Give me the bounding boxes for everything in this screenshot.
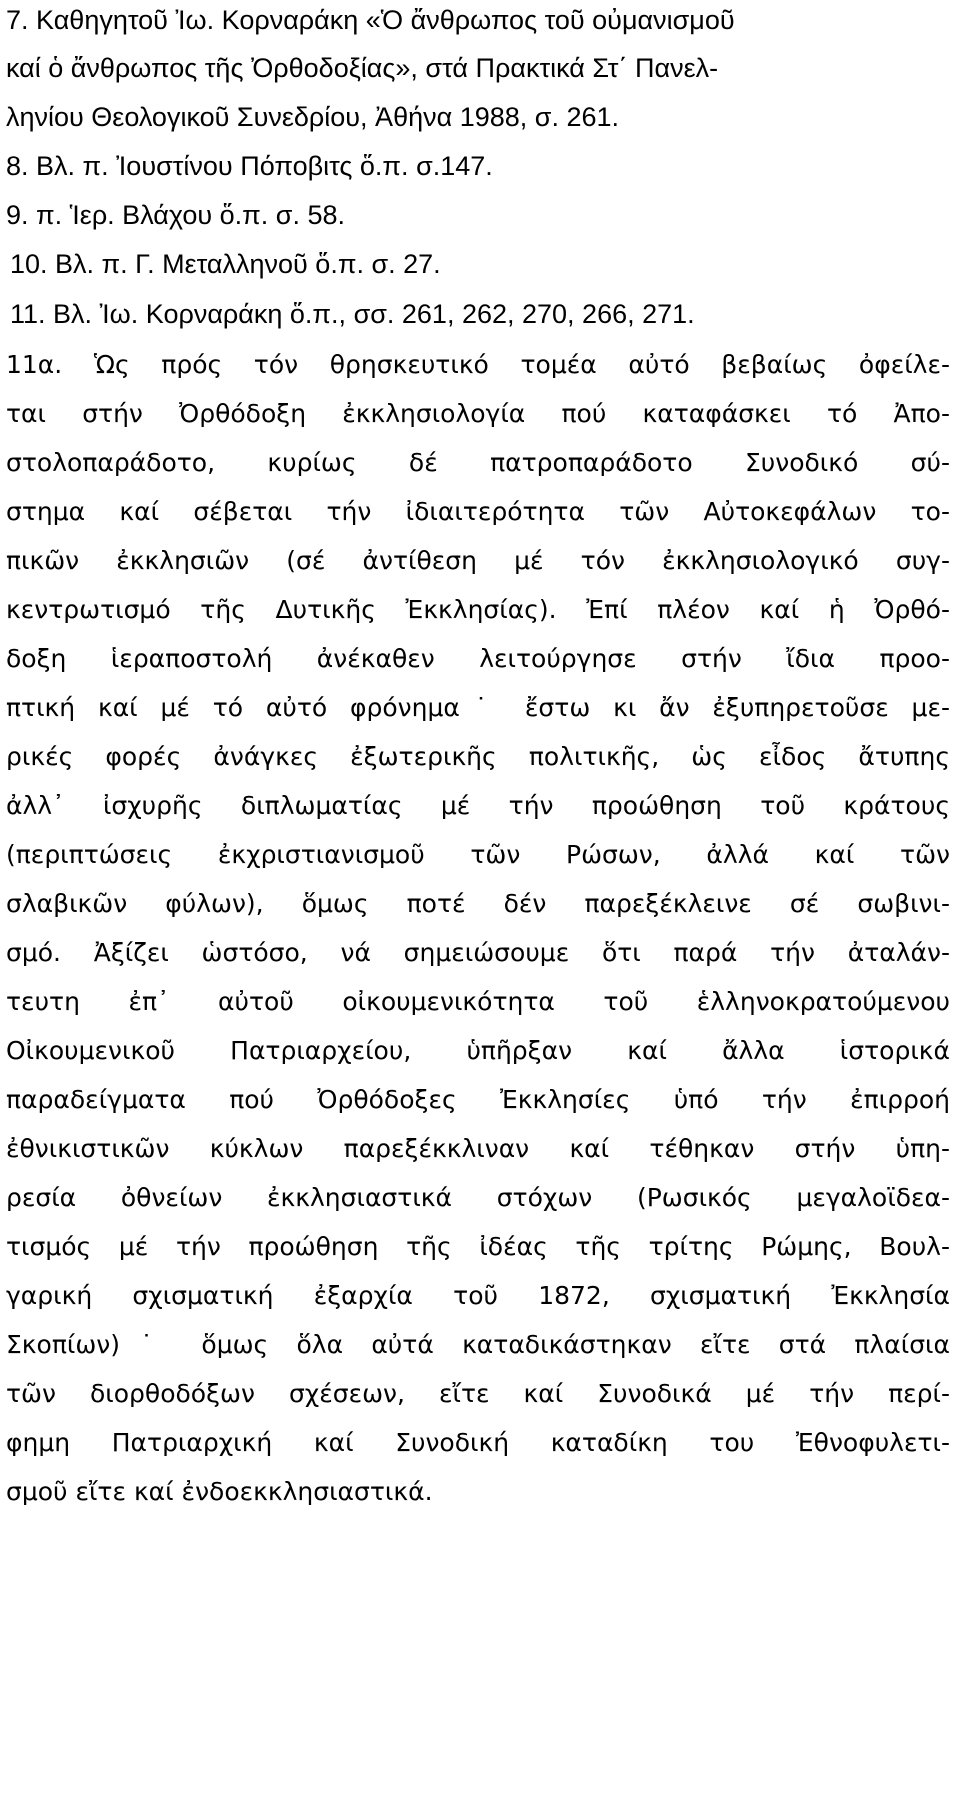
paragraph-line: ρικές φορές ἀνάγκες ἐξωτερικῆς πολιτικῆς, ὡς εἶδος ἄτυπης	[6, 742, 950, 771]
paragraph-line: (περιπτώσεις ἐκχριστιανισμοῦ τῶν Ρώσων, ἀλλά καί τῶν	[6, 840, 950, 869]
footnote-7-line-3: ληνίου Θεολογικοῦ Συνεδρίου, Ἀθήνα 1988, σ. 261.	[6, 102, 619, 132]
footnote-11: 11. Βλ. Ἰω. Κορναράκη ὅ.π., σσ. 261, 262, 270, 266, 271.	[10, 299, 695, 329]
paragraph-line: φημη Πατριαρχική καί Συνοδική καταδίκη του Ἐθνοφυλετι-	[6, 1428, 950, 1457]
footnote-9: 9. π. Ἱερ. Βλάχου ὅ.π. σ. 58.	[6, 200, 345, 230]
paragraph-line: πικῶν ἐκκλησιῶν (σέ ἀντίθεση μέ τόν ἐκκλησιολογικό συγ-	[6, 546, 950, 575]
paragraph-line: ἐθνικιστικῶν κύκλων παρεξέκκλιναν καί τέθηκαν στήν ὑπη-	[6, 1134, 950, 1163]
footnote-7-line-2: καί ὁ ἄνθρωπος τῆς Ὀρθοδοξίας», στά Πρακτικά Στ΄ Πανελ-	[6, 53, 719, 83]
footnote-10: 10. Βλ. π. Γ. Μεταλληνοῦ ὅ.π. σ. 27.	[10, 249, 441, 279]
paragraph-line: παραδείγματα πού Ὀρθόδοξες Ἐκκλησίες ὑπό τήν ἐπιρροή	[6, 1085, 950, 1114]
paragraph-line-last: σμοῦ εἴτε καί ἐνδοεκκλησιαστικά.	[6, 1477, 433, 1506]
paragraph-line: τευτη ἐπ᾽ αὐτοῦ οἰκουμενικότητα τοῦ ἑλληνοκρατούμενου	[6, 987, 950, 1016]
paragraph-line: τῶν διορθοδόξων σχέσεων, εἴτε καί Συνοδικά μέ τήν περί-	[6, 1379, 950, 1408]
paragraph-line: ἀλλ᾽ ἰσχυρῆς διπλωματίας μέ τήν προώθηση τοῦ κράτους	[6, 791, 950, 820]
paragraph-line: σμό. Ἀξίζει ὡστόσο, νά σημειώσουμε ὅτι παρά τήν ἀταλάν-	[6, 938, 950, 967]
footnote-7-line-1: 7. Καθηγητοῦ Ἰω. Κορναράκη «Ὁ ἄνθρωπος τοῦ οὐμανισμοῦ	[6, 5, 735, 35]
footnote-8: 8. Βλ. π. Ἰουστίνου Πόποβιτς ὅ.π. σ.147.	[6, 151, 493, 181]
paragraph-line: στολοπαράδοτο, κυρίως δέ πατροπαράδοτο Συνοδικό σύ-	[6, 448, 950, 477]
paragraph-line: κεντρωτισμό τῆς Δυτικῆς Ἐκκλησίας). Ἐπί πλέον καί ἡ Ὀρθό-	[6, 595, 950, 624]
paragraph-line: στημα καί σέβεται τήν ἰδιαιτερότητα τῶν Αὐτοκεφάλων το-	[6, 497, 950, 526]
paragraph-line: 11α. Ὡς πρός τόν θρησκευτικό τομέα αὐτό βεβαίως ὀφείλε-	[6, 350, 950, 379]
paragraph-line: Οἰκουμενικοῦ Πατριαρχείου, ὑπῆρξαν καί ἄλλα ἱστορικά	[6, 1036, 950, 1065]
paragraph-line: ται στήν Ὀρθόδοξη ἐκκλησιολογία πού καταφάσκει τό Ἀπο-	[6, 399, 950, 428]
paragraph-line: σλαβικῶν φύλων), ὅμως ποτέ δέν παρεξέκλεινε σέ σωβινι-	[6, 889, 950, 918]
paragraph-line: γαρική σχισματική ἐξαρχία τοῦ 1872, σχισματική Ἐκκλησία	[6, 1281, 950, 1310]
paragraph-line: πτική καί μέ τό αὐτό φρόνημα˙ ἔστω κι ἄν ἐξυπηρετοῦσε με-	[6, 693, 950, 722]
paragraph-line: δοξη ἱεραποστολή ἀνέκαθεν λειτούργησε στήν ἴδια προο-	[6, 644, 950, 673]
paragraph-line: τισμός μέ τήν προώθηση τῆς ἰδέας τῆς τρίτης Ρώμης, Βουλ-	[6, 1232, 950, 1261]
paragraph-line: Σκοπίων)˙ ὅμως ὅλα αὐτά καταδικάστηκαν εἴτε στά πλαίσια	[6, 1330, 950, 1359]
paragraph-line: ρεσία ὀθνείων ἐκκλησιαστικά στόχων (Ρωσικός μεγαλοϊδεα-	[6, 1183, 950, 1212]
